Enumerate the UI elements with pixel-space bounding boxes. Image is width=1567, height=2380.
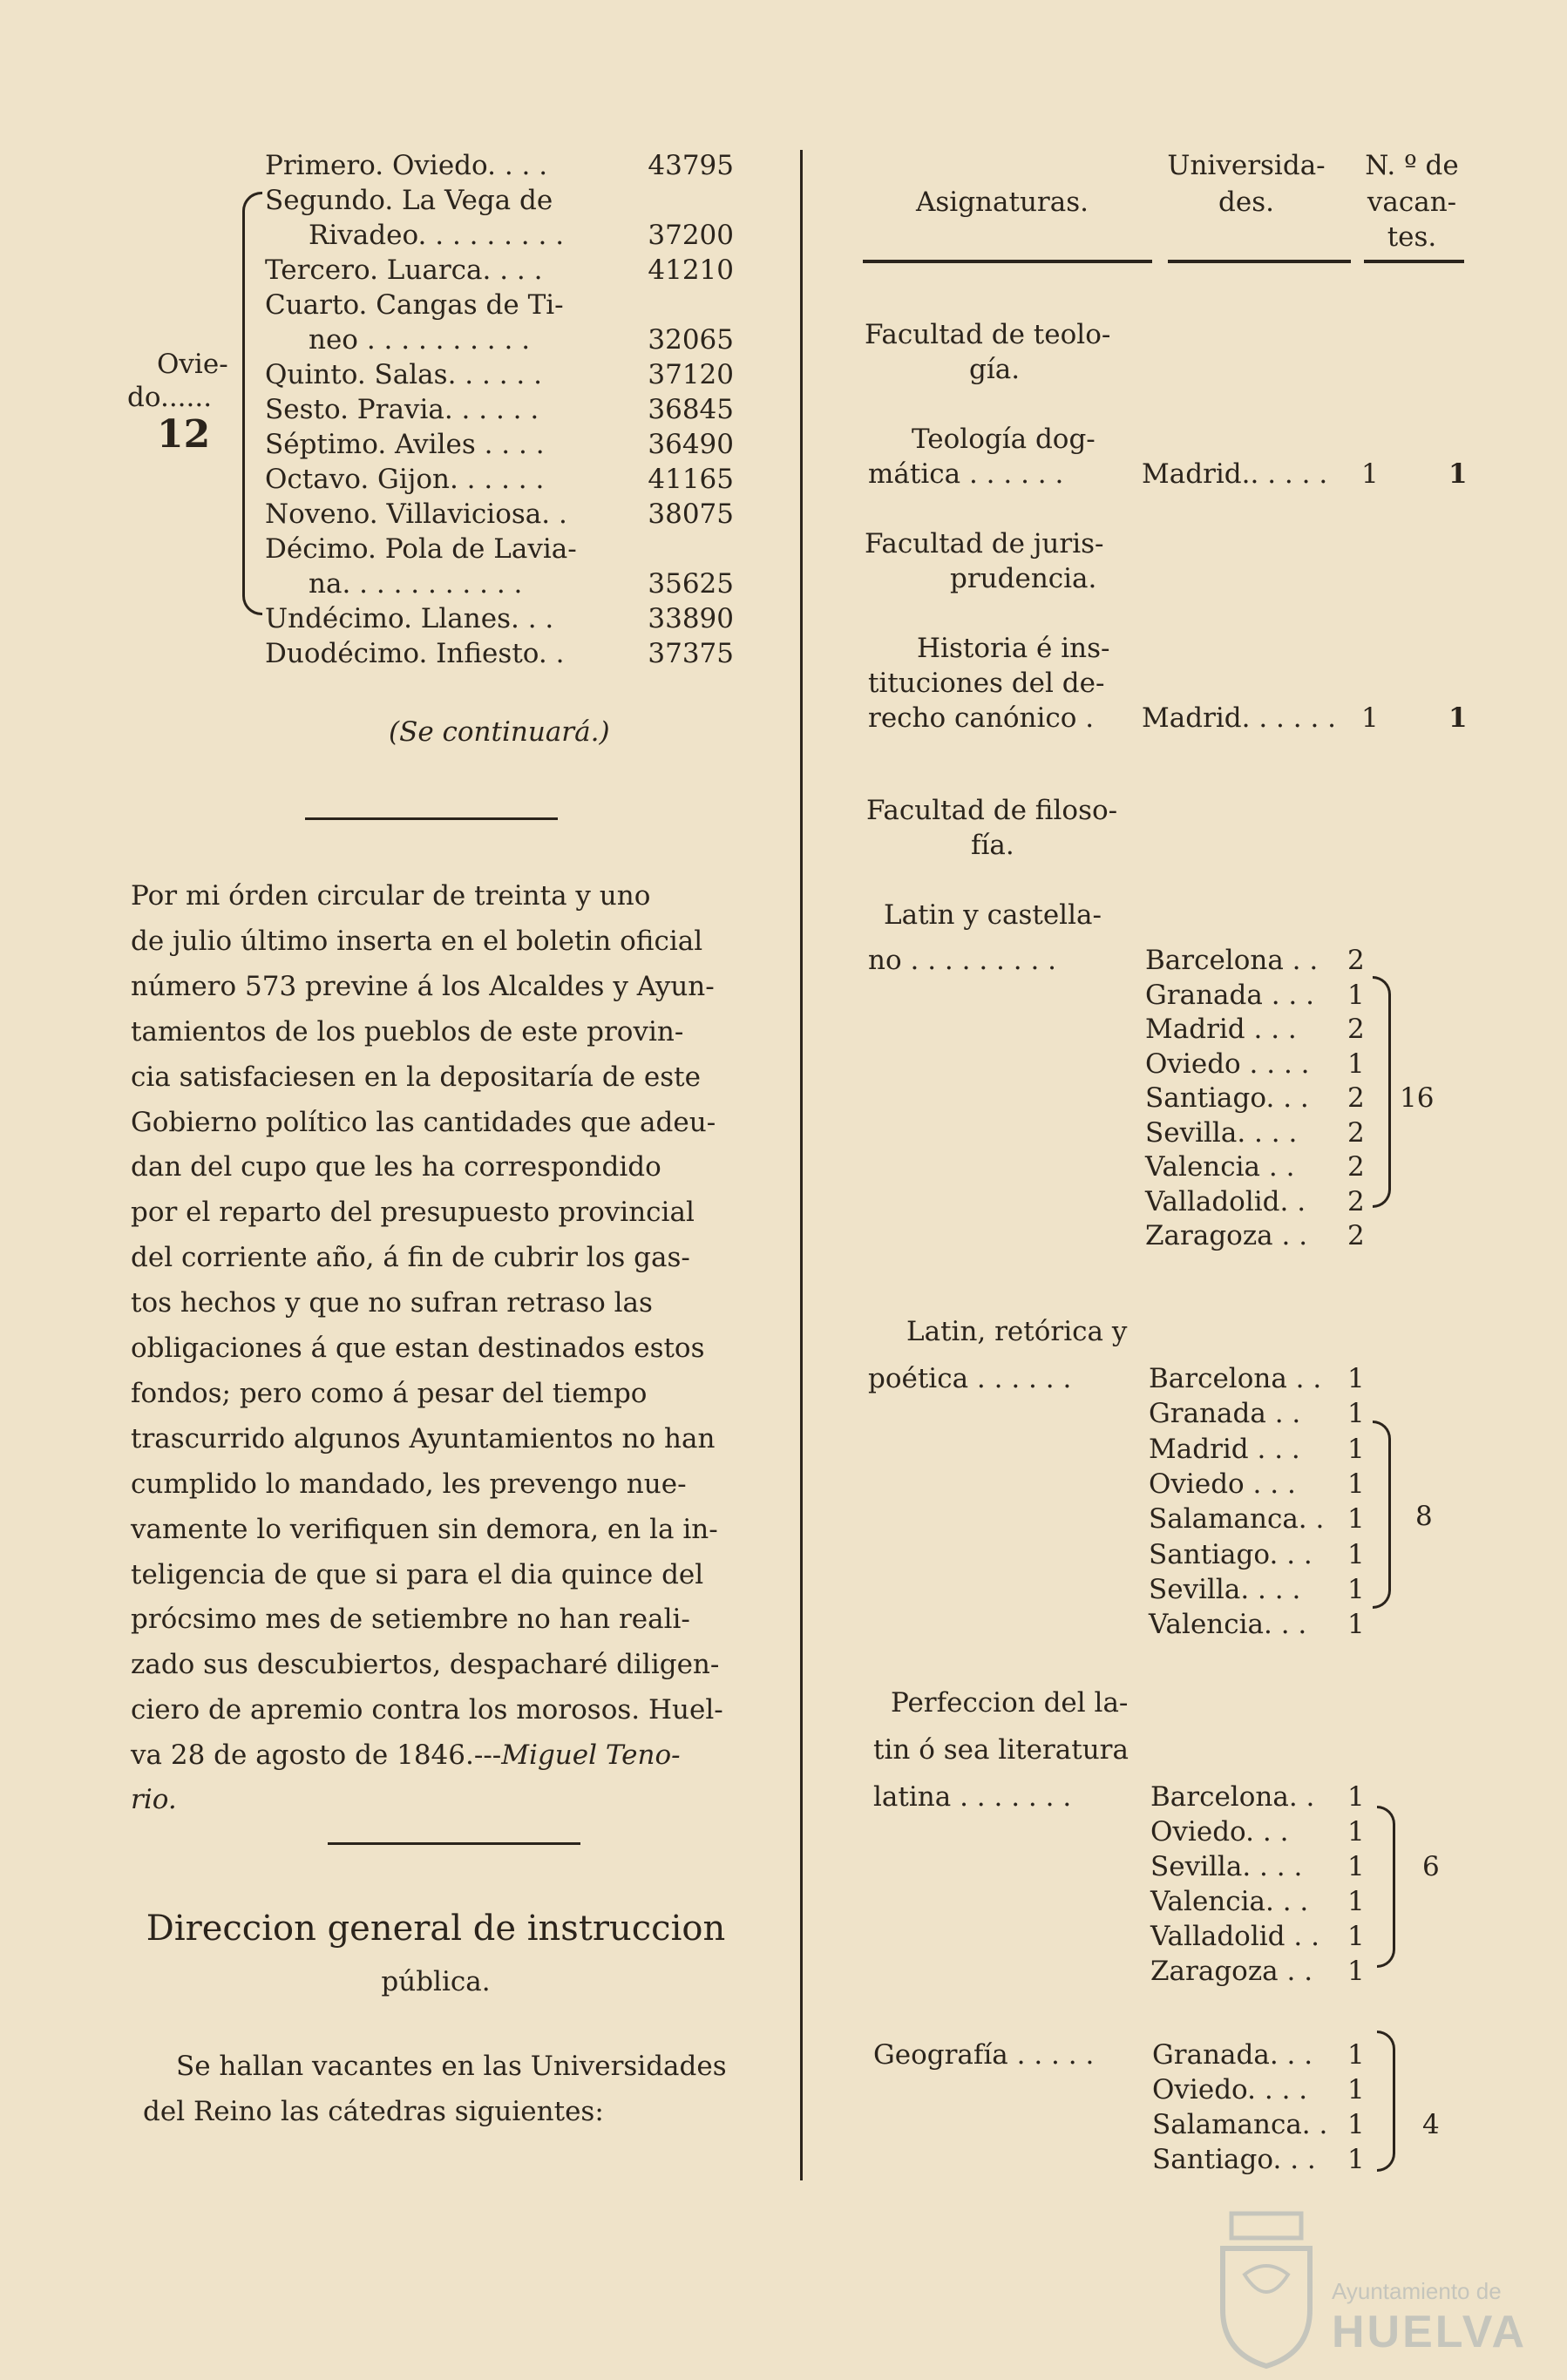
district-population: 38075 bbox=[648, 498, 734, 530]
vacancy-count: 1 bbox=[1347, 2074, 1365, 2105]
district-brace bbox=[242, 192, 262, 615]
header-rule-2 bbox=[1168, 260, 1351, 263]
circular-line: dan del cupo que les ha correspondido bbox=[131, 1151, 661, 1183]
vacancy-count: 1 bbox=[1347, 1921, 1365, 1952]
district-name-cont: na. . . . . . . . . . . bbox=[309, 568, 523, 600]
district-population: 33890 bbox=[648, 603, 734, 634]
section-divider bbox=[305, 817, 558, 820]
circular-line: tos hechos y que no sufran retraso las bbox=[131, 1287, 653, 1319]
subject-geography: Geografía . . . . . bbox=[873, 2039, 1095, 2071]
rhetoric-total: 8 bbox=[1415, 1501, 1433, 1532]
geography-total: 4 bbox=[1422, 2109, 1440, 2140]
university-cell: Valladolid . . bbox=[1150, 1921, 1319, 1952]
university-cell: Salamanca. . bbox=[1149, 1503, 1325, 1536]
university-cell: Sevilla. . . . bbox=[1145, 1116, 1298, 1149]
vacancy-count: 1 bbox=[1347, 979, 1365, 1011]
subject-dogmatic-theology: Teología dog- bbox=[912, 424, 1096, 455]
district-population: 41165 bbox=[648, 464, 734, 495]
circular-line: obligaciones á que estan destinados estos bbox=[131, 1332, 705, 1364]
column-separator bbox=[800, 150, 803, 2180]
header-vacancies-cont: vacan- bbox=[1367, 186, 1457, 218]
vacancy-count: 2 bbox=[1347, 1220, 1365, 1251]
vacancy-count: 1 bbox=[1347, 1956, 1365, 1987]
university-cell: Santiago. . . bbox=[1145, 1082, 1309, 1114]
circular-line: teligencia de que si para el dia quince del bbox=[131, 1558, 704, 1590]
subject-latin-castilian-cont: no . . . . . . . . . bbox=[868, 945, 1057, 976]
circular-line: zado sus descubiertos, despacharé diligen- bbox=[131, 1649, 720, 1681]
vacancy-count: 2 bbox=[1347, 1014, 1365, 1045]
direccion-subtitle: pública. bbox=[381, 1966, 491, 1997]
district-name: Sesto. Pravia. . . . . . bbox=[265, 394, 539, 425]
circular-line: vamente lo verifiquen sin demora, en la in- bbox=[131, 1513, 718, 1545]
literature-brace bbox=[1377, 1806, 1395, 1968]
university-cell: Valencia . . bbox=[1145, 1151, 1295, 1183]
shield-icon bbox=[1210, 2205, 1323, 2370]
vacancy-count: 1 bbox=[1347, 1538, 1365, 1570]
vacancy-count: 2 bbox=[1347, 1151, 1365, 1183]
circular-last-line bbox=[131, 1732, 741, 1778]
vacancy-count: 1 bbox=[1347, 2109, 1365, 2140]
circular-line: Por mi órden circular de treinta y uno bbox=[131, 880, 651, 912]
university-cell: Salamanca. . bbox=[1152, 2109, 1328, 2140]
signature-cont: rio. bbox=[131, 1784, 177, 1815]
circular-line: ciero de apremio contra los morosos. Huel- bbox=[131, 1694, 723, 1726]
vacancy-count: 1 bbox=[1347, 2144, 1365, 2175]
university-cell: Valencia. . . bbox=[1149, 1609, 1307, 1641]
vacancy-count: 1 bbox=[1347, 2039, 1365, 2071]
circular-line: Gobierno político las cantidades que adeu- bbox=[131, 1106, 716, 1138]
district-population: 37120 bbox=[648, 359, 734, 390]
vacancy-count: 2 bbox=[1347, 1082, 1365, 1114]
vacancy-count: 1 bbox=[1347, 1781, 1365, 1813]
huelva-watermark bbox=[1210, 2205, 1528, 2370]
university-cell: Barcelona . . bbox=[1145, 945, 1319, 976]
faculty-philosophy: Facultad de filoso- bbox=[866, 795, 1118, 826]
district-name: Octavo. Gijon. . . . . . bbox=[265, 464, 545, 495]
subject-canon-law-cont-2: recho canónico . bbox=[868, 702, 1095, 734]
university-cell: Zaragoza . . bbox=[1145, 1220, 1308, 1251]
section-divider-2 bbox=[328, 1842, 580, 1845]
watermark-title: HUELVA bbox=[1332, 2307, 1528, 2357]
university-cell: Oviedo. . . . bbox=[1152, 2074, 1308, 2105]
vacancy-count: 1 bbox=[1347, 1851, 1365, 1882]
latin-brace bbox=[1373, 976, 1391, 1208]
header-rule-1 bbox=[863, 260, 1152, 263]
faculty-law-cont: prudencia. bbox=[950, 563, 1097, 594]
university-cell: Madrid . . . bbox=[1149, 1433, 1300, 1465]
header-vacancies-cont-2: tes. bbox=[1387, 221, 1437, 253]
district-name-cont: neo . . . . . . . . . . bbox=[309, 324, 531, 356]
direccion-intro: Se hallan vacantes en las Universidades bbox=[176, 2051, 727, 2082]
vacancy-count: 1 bbox=[1347, 1048, 1365, 1080]
province-label: Ovie- bbox=[157, 349, 228, 380]
university-cell: Sevilla. . . . bbox=[1150, 1851, 1303, 1882]
circular-line: del corriente año, á fin de cubrir los gas- bbox=[131, 1242, 690, 1274]
circular-line: cia satisfaciesen en la depositaría de este bbox=[131, 1061, 701, 1093]
university-cell: Granada . . bbox=[1149, 1398, 1301, 1430]
header-rule-3 bbox=[1364, 260, 1464, 263]
university-cell: Oviedo . . . bbox=[1149, 1468, 1296, 1500]
district-name: Décimo. Pola de Lavia- bbox=[265, 533, 577, 565]
university-cell: Madrid.. . . . . bbox=[1142, 458, 1328, 490]
district-population: 43795 bbox=[648, 150, 734, 181]
subject-dogmatic-theology-cont: mática . . . . . . bbox=[868, 458, 1064, 490]
university-cell: Oviedo. . . bbox=[1150, 1816, 1289, 1848]
faculty-philosophy-cont: fía. bbox=[971, 830, 1014, 861]
province-label-cont: do...... bbox=[127, 382, 213, 413]
university-cell: Granada. . . bbox=[1152, 2039, 1313, 2071]
vacancy-count: 1 bbox=[1347, 1503, 1365, 1536]
direccion-title: Direccion general de instruccion bbox=[146, 1909, 726, 1949]
literature-total: 6 bbox=[1422, 1851, 1440, 1882]
district-name: Quinto. Salas. . . . . . bbox=[265, 359, 542, 390]
watermark-text: Ayuntamiento de bbox=[1332, 2278, 1502, 2304]
vacancy-total: 1 bbox=[1448, 458, 1468, 490]
subject-rhetoric-cont: poética . . . . . . bbox=[868, 1363, 1072, 1394]
university-cell: Santiago. . . bbox=[1152, 2144, 1316, 2175]
circular-line: fondos; pero como á pesar del tiempo bbox=[131, 1377, 648, 1409]
faculty-law: Facultad de juris- bbox=[865, 528, 1104, 559]
university-cell: Zaragoza . . bbox=[1150, 1956, 1313, 1987]
header-vacancies: N. º de bbox=[1365, 150, 1459, 181]
district-name-cont: Rivadeo. . . . . . . . . bbox=[309, 220, 565, 251]
header-subjects: Asignaturas. bbox=[916, 186, 1089, 218]
direccion-intro-cont: del Reino las cátedras siguientes: bbox=[143, 2096, 604, 2127]
university-cell: Madrid. . . . . . bbox=[1142, 702, 1337, 734]
district-population: 37200 bbox=[648, 220, 734, 251]
district-population: 36845 bbox=[648, 394, 734, 425]
university-cell: Madrid . . . bbox=[1145, 1014, 1297, 1045]
header-universities: Universida- bbox=[1167, 150, 1326, 181]
vacancy-count: 1 bbox=[1347, 1398, 1365, 1430]
subject-rhetoric: Latin, retórica y bbox=[906, 1316, 1128, 1347]
vacancy-count: 1 bbox=[1347, 1886, 1365, 1917]
continued-note: (Se continuará.) bbox=[389, 716, 610, 748]
vacancy-count: 1 bbox=[1347, 1573, 1365, 1605]
district-population: 41210 bbox=[648, 254, 734, 286]
district-name: Undécimo. Llanes. . . bbox=[265, 603, 554, 634]
circular-line: prócsimo mes de setiembre no han reali- bbox=[131, 1604, 690, 1636]
university-cell: Granada . . . bbox=[1145, 979, 1314, 1011]
subject-canon-law: Historia é ins- bbox=[917, 633, 1110, 664]
university-cell: Barcelona. . bbox=[1150, 1781, 1315, 1813]
district-population: 37375 bbox=[648, 638, 734, 669]
district-population: 35625 bbox=[648, 568, 734, 600]
circular-line: por el reparto del presupuesto provincial bbox=[131, 1197, 695, 1229]
subject-latin-literature: Perfeccion del la- bbox=[891, 1687, 1129, 1719]
university-cell: Valencia. . . bbox=[1150, 1886, 1309, 1917]
geography-brace bbox=[1377, 2031, 1395, 2172]
university-cell: Oviedo . . . . bbox=[1145, 1048, 1310, 1080]
province-count: 12 bbox=[157, 412, 211, 457]
vacancy-count: 1 bbox=[1347, 1433, 1365, 1465]
vacancy-count: 2 bbox=[1347, 1116, 1365, 1149]
university-cell: Sevilla. . . . bbox=[1149, 1573, 1301, 1605]
vacancy-count: 1 bbox=[1347, 1363, 1365, 1394]
circular-line: cumplido lo mandado, les prevengo nue- bbox=[131, 1468, 687, 1500]
rhetoric-brace bbox=[1373, 1421, 1391, 1609]
latin-total: 16 bbox=[1400, 1082, 1435, 1114]
signature: Miguel Teno- bbox=[501, 1739, 681, 1771]
date-text: va 28 de agosto de 1846.--- bbox=[131, 1739, 502, 1771]
district-name: Segundo. La Vega de bbox=[265, 185, 553, 216]
vacancy-count: 2 bbox=[1347, 1185, 1365, 1217]
vacancy-count: 2 bbox=[1347, 945, 1365, 976]
district-name: Noveno. Villaviciosa. . bbox=[265, 498, 567, 530]
vacancy-count: 1 bbox=[1347, 1609, 1365, 1641]
subject-latin-literature-cont: tin ó sea literatura bbox=[873, 1734, 1129, 1766]
vacancy-count: 1 bbox=[1347, 1816, 1365, 1848]
subject-latin-castilian: Latin y castella- bbox=[884, 899, 1102, 931]
university-cell: Santiago. . . bbox=[1149, 1538, 1313, 1570]
district-name: Séptimo. Aviles . . . . bbox=[265, 429, 545, 460]
university-cell: Valladolid. . bbox=[1145, 1185, 1306, 1217]
subject-latin-literature-cont-2: latina . . . . . . . bbox=[873, 1781, 1072, 1813]
district-name: Duodécimo. Infiesto. . bbox=[265, 638, 565, 669]
faculty-theology-cont: gía. bbox=[969, 354, 1021, 385]
district-population: 36490 bbox=[648, 429, 734, 460]
circular-line: número 573 previne á los Alcaldes y Ayun- bbox=[131, 970, 715, 1002]
district-population: 32065 bbox=[648, 324, 734, 356]
vacancy-count: 1 bbox=[1361, 458, 1379, 490]
vacancy-count: 1 bbox=[1361, 702, 1379, 734]
circular-line: de julio último inserta en el boletin oficial bbox=[131, 925, 703, 957]
university-cell: Barcelona . . bbox=[1149, 1363, 1322, 1394]
district-name: Primero. Oviedo. . . . bbox=[265, 150, 548, 181]
circular-line: trascurrido algunos Ayuntamientos no han bbox=[131, 1422, 716, 1454]
faculty-theology: Facultad de teolo- bbox=[865, 319, 1111, 350]
district-name: Cuarto. Cangas de Ti- bbox=[265, 289, 564, 321]
circular-line: tamientos de los pueblos de este provin- bbox=[131, 1015, 684, 1048]
header-universities-cont: des. bbox=[1218, 186, 1274, 218]
district-name: Tercero. Luarca. . . . bbox=[265, 254, 543, 286]
vacancy-total: 1 bbox=[1448, 702, 1468, 734]
vacancy-count: 1 bbox=[1347, 1468, 1365, 1500]
subject-canon-law-cont: tituciones del de- bbox=[868, 668, 1105, 699]
